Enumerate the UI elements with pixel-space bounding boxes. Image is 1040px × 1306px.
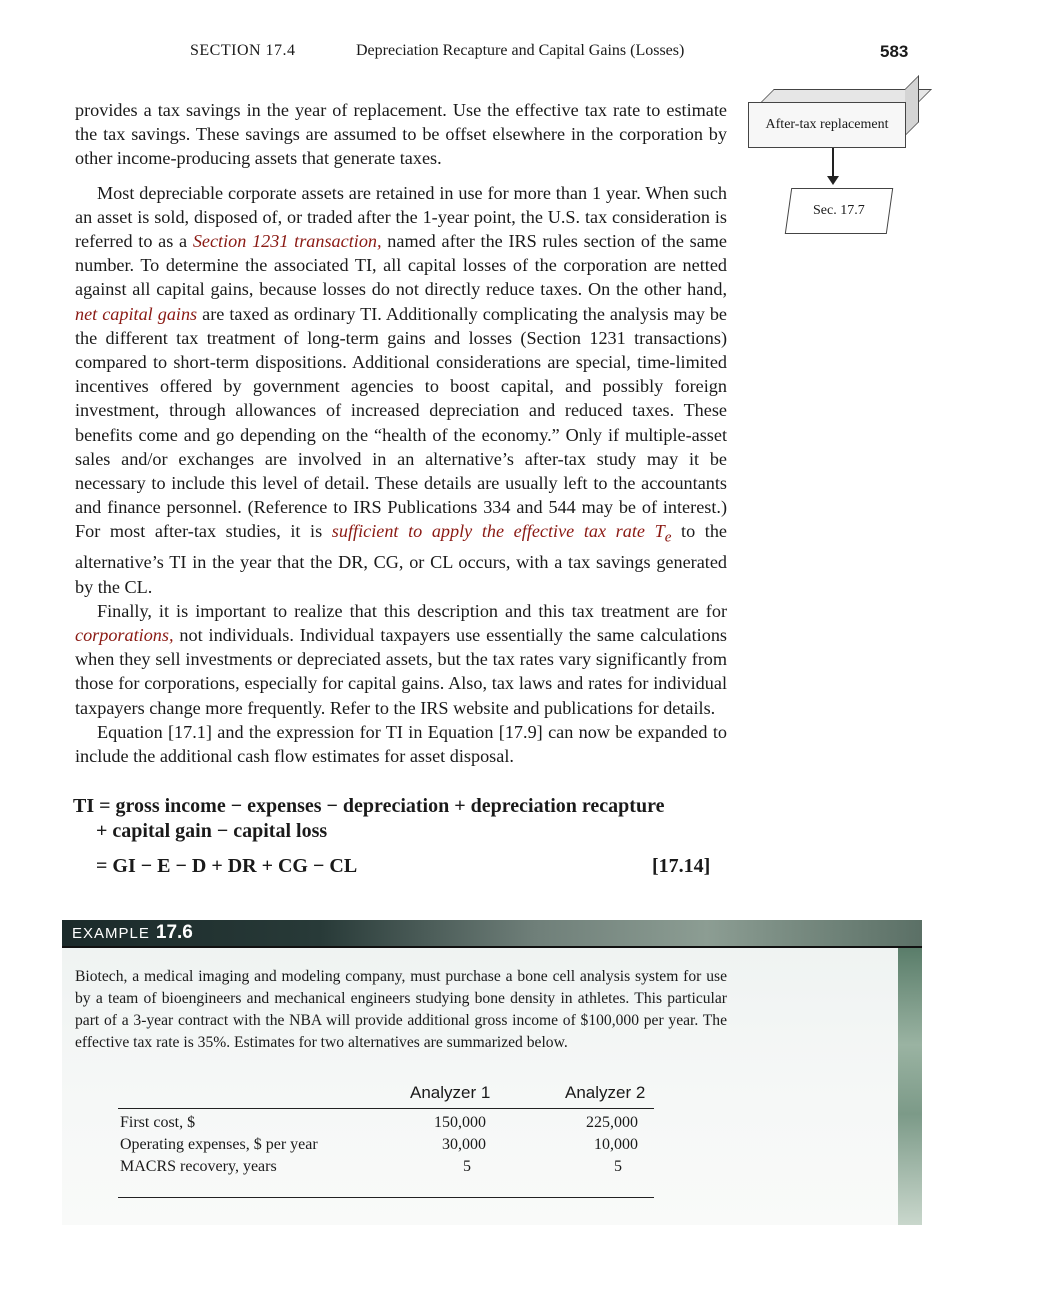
example-header-rule: [62, 946, 922, 948]
table-bottom-rule: [118, 1197, 654, 1198]
example-number: 17.6: [155, 922, 193, 943]
row-label: MACRS recovery, years: [120, 1158, 277, 1175]
row-value-analyzer-2: 10,000: [594, 1136, 638, 1153]
section-label: SECTION 17.4: [190, 42, 296, 59]
p3-text-c: not individuals. Individual taxpayers use essentially the same calculations when they sell investments or depreciated assets, but the tax rates vary significantly from those for corporations, especially for capital gains. Also, tax laws and rates for individual taxpayers change more frequently. Refer to the IRS website and publications for details.: [75, 624, 727, 718]
row-value-analyzer-1: 5: [463, 1158, 471, 1175]
example-label: [72, 922, 193, 944]
row-value-analyzer-2: 5: [614, 1158, 622, 1175]
margin-box-side-face: [905, 75, 919, 136]
p2-emphasis-text: sufficient to apply the effective tax rate T: [331, 521, 665, 542]
p3-text-a: Finally, it is important to realize that this description and this tax treatment are for: [97, 600, 727, 621]
table-header-analyzer-1: Analyzer 1: [410, 1083, 491, 1102]
p2-text-g: to the alternative’s TI in the year that the DR, CG, or CL occurs, with a tax savings generated by the CL.: [75, 521, 727, 597]
paragraph-3: [75, 599, 727, 720]
table-row: [120, 1114, 654, 1136]
table-row: [120, 1158, 654, 1180]
p2-term-section-1231: Section 1231 transaction,: [192, 231, 382, 252]
paragraph-4: Equation [17.1] and the expression for TI in Equation [17.9] can now be expanded to include the additional cash flow estimates for asset disposal.: [75, 721, 727, 766]
p2-text-e: are taxed as ordinary TI. Additionally complicating the analysis may be the different tax treatment of long-term gains and losses (Section 1231 transactions) compared to short-term dispositions. Additional considerations are special, time-limited incentives offered by government agencies to boost capital, and possibly foreign investment, through allowances of increased depreciation and reduced taxes. These benefits come and go depending on the “health of the economy.” Only if multiple-asset sales and/or exchanges are involved in an alternative’s after-tax study may it be necessary to include this level of detail. These details are usually left to the accountants and finance personnel. (Reference to IRS Publications 334 and 544 may be of interest.) For most after-tax studies, it is: [75, 303, 727, 542]
margin-arrow-down-icon: [827, 176, 839, 185]
equation-line-1: TI = gross income − expenses − depreciation + depreciation recapture: [73, 795, 665, 817]
row-value-analyzer-2: 225,000: [586, 1114, 638, 1131]
equation-line-2: + capital gain − capital loss: [96, 820, 328, 842]
table-row: [120, 1136, 654, 1158]
section-title: Depreciation Recapture and Capital Gains (Losses): [356, 42, 685, 59]
row-value-analyzer-1: 30,000: [442, 1136, 486, 1153]
row-value-analyzer-1: 150,000: [434, 1114, 486, 1131]
example-label-word: EXAMPLE: [72, 925, 150, 942]
equation-line-3: = GI − E − D + DR + CG − CL: [96, 855, 358, 877]
example-side-strip: [898, 948, 922, 1225]
paragraph-1: provides a tax savings in the year of replacement. Use the effective tax rate to estimate the tax savings. These savings are assumed to be offset elsewhere in the corporation by other income-producing assets that generate taxes.: [75, 100, 727, 169]
paragraph-2: [75, 181, 727, 599]
margin-note-sec-ref: [785, 188, 893, 234]
margin-note-label: After-tax replacement: [765, 117, 889, 132]
equation-number: [17.14]: [652, 855, 711, 877]
p2-text-c: named after the IRS rules section of the same number. To determine the associated TI, all capital losses of the corporation are netted against all capital gains, because losses do not directly reduce taxes. On the other hand,: [75, 231, 728, 300]
body-text: [75, 98, 727, 768]
table-header-analyzer-2: Analyzer 2: [565, 1083, 646, 1102]
margin-note-after-tax-replacement: [748, 102, 906, 148]
p2-text-a: Most depreciable corporate assets are retained in use for more than 1 year. When such an asset is sold, disposed of, or traded after the 1-year point, the U.S. tax consideration is referred to as a: [75, 182, 727, 252]
margin-note-sec-label: Sec. 17.7: [813, 203, 865, 218]
page-number: 583: [880, 42, 909, 61]
p2-term-net-capital-gains: net capital gains: [75, 303, 198, 324]
example-text: Biotech, a medical imaging and modeling company, must purchase a bone cell analysis system for use by a team of bioengineers and mechanical engineers studying bone density in athletes. This particular part of a 3-year contract with the NBA will provide additional gross income of $100,000 per year. The effective tax rate is 35%. Estimates for two alternatives are summarized below.: [75, 968, 727, 1051]
p3-term-corporations: corporations,: [75, 624, 174, 645]
row-label: First cost, $: [120, 1114, 196, 1131]
row-label: Operating expenses, $ per year: [120, 1136, 318, 1153]
margin-arrow-line: [832, 148, 834, 178]
table-top-rule: [118, 1108, 654, 1109]
p2-emphasis: [331, 521, 672, 547]
p2-emphasis-subscript: e: [664, 529, 672, 547]
